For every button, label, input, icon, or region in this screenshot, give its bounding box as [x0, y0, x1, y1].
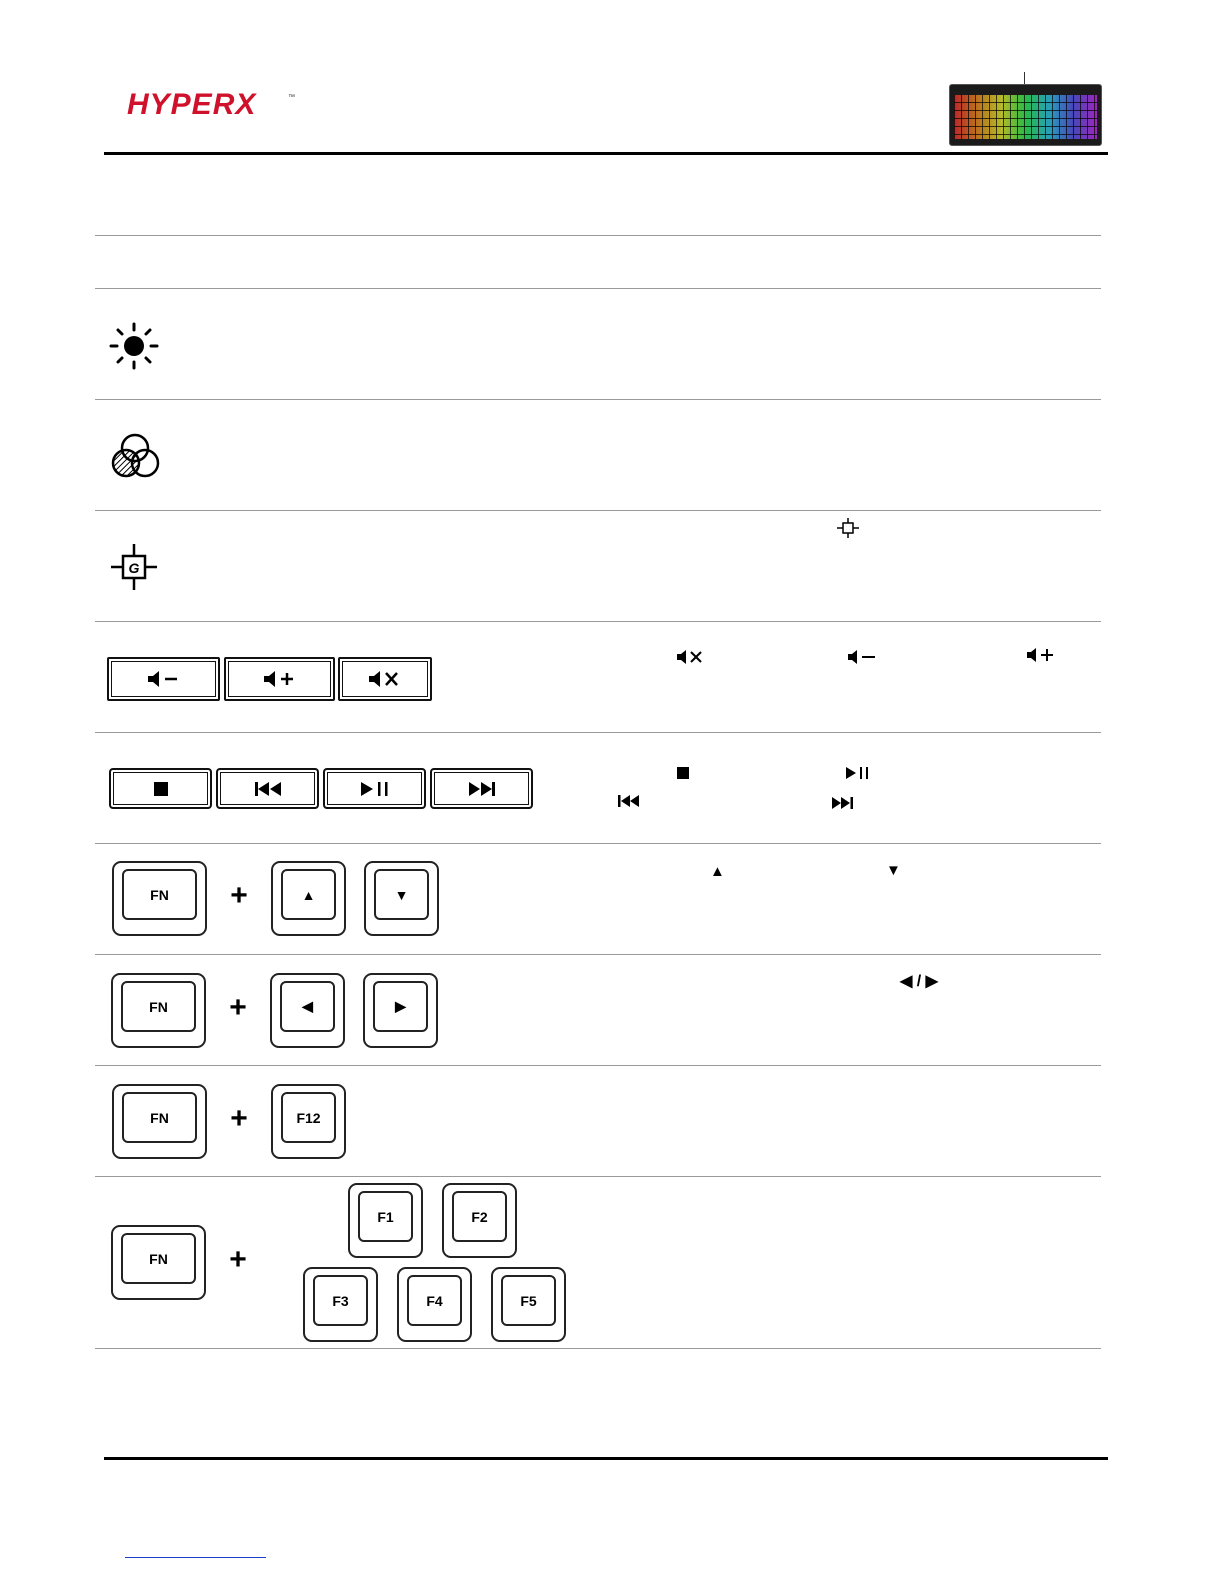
f5-key	[491, 1267, 566, 1342]
fn-key	[112, 1084, 207, 1159]
header-rule	[104, 152, 1108, 155]
fn-key	[111, 1225, 206, 1300]
down-arrow-key	[364, 861, 439, 936]
plus-sign: +	[229, 991, 247, 1024]
row-divider	[95, 621, 1101, 622]
f3-key	[303, 1267, 378, 1342]
plus-sign: +	[230, 879, 248, 912]
row-divider	[95, 1065, 1101, 1066]
row-divider	[95, 732, 1101, 733]
left-right-inline-icons: ◀ / ▶	[900, 973, 938, 990]
fn-key-label: FN	[122, 869, 197, 920]
right-arrow-key	[363, 973, 438, 1048]
row-divider	[95, 510, 1101, 511]
fn-key	[111, 973, 206, 1048]
left-arrow-label: ◀	[280, 981, 335, 1032]
volume-down-icon	[146, 669, 182, 689]
down-arrow-label: ▼	[374, 869, 429, 920]
volume-down-inline-icon	[847, 649, 877, 669]
stop-key	[109, 768, 212, 809]
next-track-inline-icon	[831, 796, 855, 814]
stop-icon	[152, 780, 170, 798]
f1-key-label: F1	[358, 1191, 413, 1242]
game-mode-inline-icon	[836, 518, 860, 538]
keyboard-keys	[954, 95, 1097, 139]
right-arrow-label: ▶	[373, 981, 428, 1032]
next-track-icon	[467, 780, 497, 798]
volume-up-icon	[262, 669, 298, 689]
play-pause-icon	[359, 780, 391, 798]
svg-text:G: G	[128, 560, 140, 576]
row-divider	[95, 954, 1101, 955]
row-divider	[95, 843, 1101, 844]
up-arrow-key	[271, 861, 346, 936]
plus-sign: +	[229, 1243, 247, 1276]
fn-key	[112, 861, 207, 936]
hyperx-logo: HYPERX	[127, 88, 257, 121]
fn-key-label: FN	[121, 1233, 196, 1284]
f12-key	[271, 1084, 346, 1159]
f4-key-label: F4	[407, 1275, 462, 1326]
volume-up-key	[224, 657, 335, 701]
f4-key	[397, 1267, 472, 1342]
mute-key	[338, 657, 432, 701]
table-top-rule	[95, 235, 1101, 236]
previous-track-key	[216, 768, 319, 809]
f1-key	[348, 1183, 423, 1258]
mute-inline-icon	[676, 649, 706, 669]
footer-link-underline[interactable]	[125, 1557, 266, 1558]
up-arrow-label: ▲	[281, 869, 336, 920]
volume-up-inline-icon	[1026, 647, 1056, 667]
logo-trademark: ™	[288, 94, 295, 101]
brightness-sun-icon	[108, 322, 160, 370]
mute-icon	[367, 669, 403, 689]
f3-key-label: F3	[313, 1275, 368, 1326]
down-inline-icon: ▼	[886, 862, 901, 879]
table-bottom-rule	[95, 1348, 1101, 1349]
stop-inline-icon	[676, 766, 690, 784]
fn-key-label: FN	[122, 1092, 197, 1143]
previous-track-icon	[253, 780, 283, 798]
f2-key-label: F2	[452, 1191, 507, 1242]
row-divider	[95, 288, 1101, 289]
row-divider	[95, 399, 1101, 400]
footer-rule	[104, 1457, 1108, 1460]
keyboard-product-image	[949, 84, 1102, 146]
row-divider	[95, 1176, 1101, 1177]
game-mode-icon	[108, 542, 160, 592]
up-inline-icon: ▲	[710, 863, 725, 880]
play-pause-key	[323, 768, 426, 809]
f5-key-label: F5	[501, 1275, 556, 1326]
f12-key-label: F12	[281, 1092, 336, 1143]
fn-key-label: FN	[121, 981, 196, 1032]
color-circles-icon	[108, 432, 162, 482]
play-pause-inline-icon	[845, 766, 871, 784]
plus-sign: +	[230, 1102, 248, 1135]
previous-track-inline-icon	[617, 794, 641, 812]
next-track-key	[430, 768, 533, 809]
left-arrow-key	[270, 973, 345, 1048]
f2-key	[442, 1183, 517, 1258]
volume-down-key	[107, 657, 220, 701]
